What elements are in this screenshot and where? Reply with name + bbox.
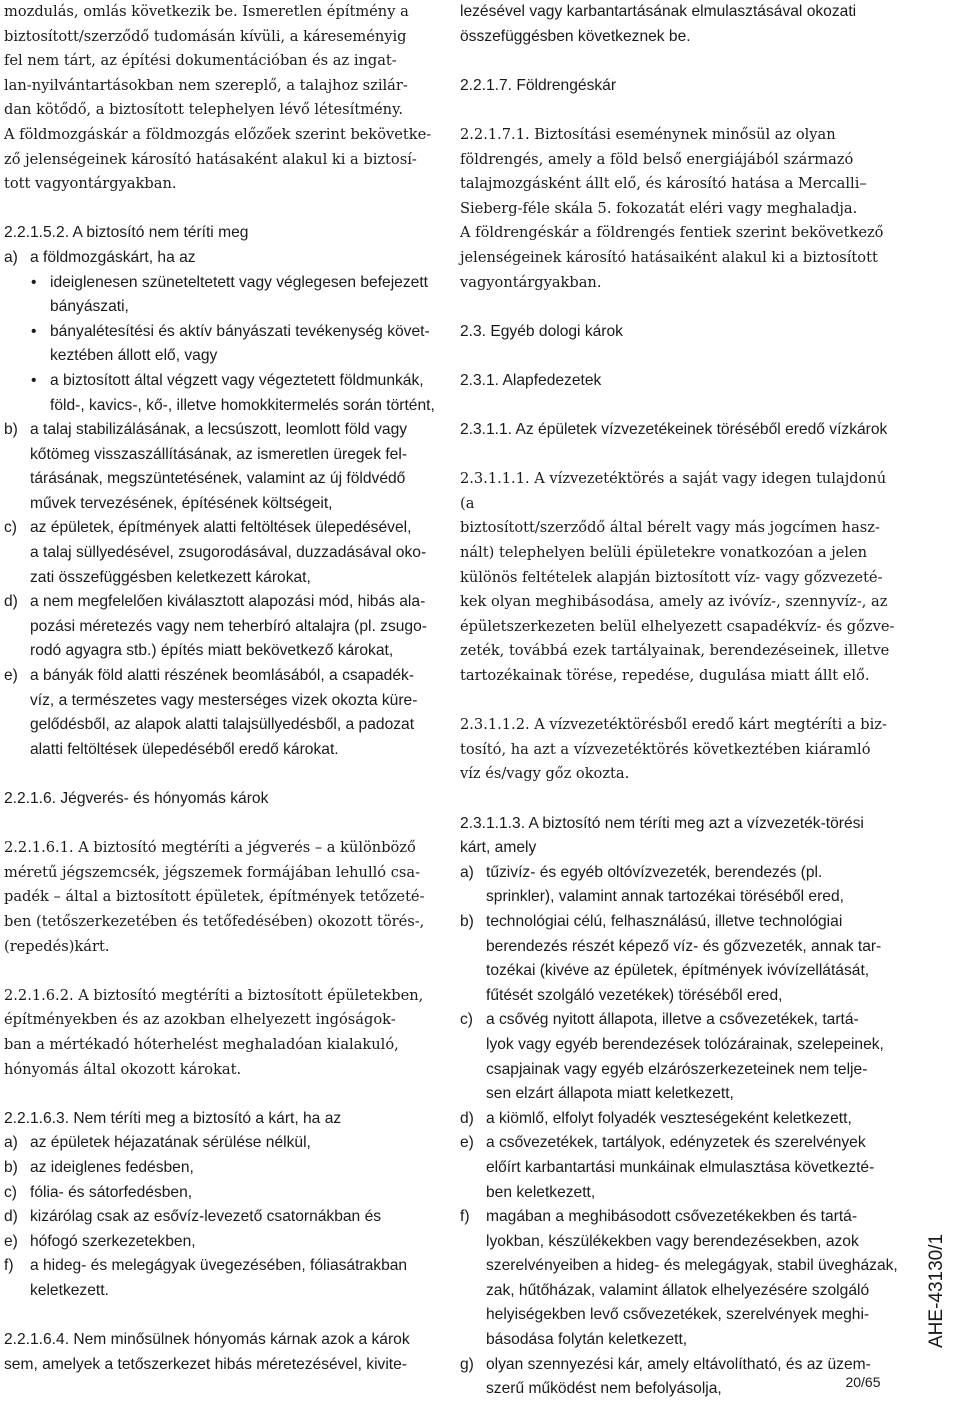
- ice-exclusion-item: b) az ideiglenes fedésben,: [4, 1158, 194, 1176]
- ice-paragraph-4: 2.2.1.6.4. Nem minősülnek hónyomás kárnak azok a károk sem, amelyek a tetőszerkezet hibás méretezésével, kivite-: [4, 1331, 410, 1373]
- exclusion-item-d: d) a nem megfelelően kiválasztott alapozási mód, hibás ala- pozási méretezés vagy nem teherbíró altalajra (pl. zsugo- rodó agyagra stb.) építés miatt bekövetkező károkat,: [4, 593, 427, 660]
- water-paragraph-2: 2.3.1.1.2. A vízvezetéktörésből eredő kárt megtéríti a biz- tosító, ha azt a vízvezetéktörés következtében kiáramló víz és/vagy gőz okozta.: [460, 716, 887, 783]
- exclusion-item-b: b) a talaj stabilizálásának, a lecsúszott, leomlott föld vagy kőtömeg visszaszállításának, az ismeretlen üregek fel- tárásának, megszüntetésének, valamint az új földvédő művek tervezésének, építésének költségeit,: [4, 421, 408, 512]
- document-code: AHE-43130/1: [926, 1233, 947, 1348]
- ice-exclusion-item: c) fólia- és sátorfedésben,: [4, 1183, 193, 1201]
- exclusion-heading: 2.2.1.5.2. A biztosító nem téríti meg: [4, 224, 249, 242]
- water-damage-heading: 2.3.1.1. Az épületek vízvezetékeinek töréséből eredő vízkárok: [460, 421, 888, 439]
- water-exclusion-item-f: f) magában a meghibásodott csővezetékekben és tartá- lyokban, készülékekben vagy berendezésekben, azok szerelvényeiben a hideg- és melegágyak, stabil üvegházak, zak, hűtőházak, valamint állatok elhelyezésére szolgáló helyiségekben levő csővezetékek, szerelvények meghi- básodása folytán keletkezett,: [460, 1208, 898, 1349]
- other-damage-heading: 2.3. Egyéb dologi károk: [460, 322, 623, 340]
- exclusion-item-c: c) az épületek, építmények alatti feltöltések ülepedésével, a talaj süllyedésével, zsugorodásával, duzzadásával oko- zati összefüggésben keletkezett károkat,: [4, 519, 427, 586]
- bullet-item: • bányalétesítési és aktív bányászati tevékenység követ- keztében állott elő, vagy: [4, 320, 436, 369]
- basic-coverage-heading: 2.3.1. Alapfedezetek: [460, 371, 602, 389]
- ice-exclusion-item: a) az épületek héjazatának sérülése nélkül,: [4, 1134, 311, 1152]
- water-exclusion-item-d: d) a kiömlő, elfolyt folyadék veszteségeként keletkezett,: [460, 1109, 852, 1127]
- earthquake-heading: 2.2.1.7. Földrengéskár: [460, 76, 617, 94]
- page-number: 20/65: [845, 1374, 881, 1390]
- water-exclusion-heading: 2.3.1.1.3. A biztosító nem téríti meg azt a vízvezeték-törési kárt, amely: [460, 814, 864, 857]
- bullet-item: • a biztosított által végzett vagy végeztetett földmunkák, föld-, kavics-, kő-, illetve homokkitermelés során történt,: [4, 369, 436, 418]
- ice-paragraph-1: 2.2.1.6.1. A biztosító megtéríti a jégverés – a különböző méretű jégszemcsék, jégszemek formájában lehulló csa- padék – által a biztosított épületek, építmények tetőzeté- ben (tetőszerkezetében és tetőfedésében) okozott törés-, (repedés)kárt.: [4, 839, 425, 955]
- ice-section-heading: 2.2.1.6. Jégverés- és hónyomás károk: [4, 790, 269, 807]
- ice-exclusion-heading: 2.2.1.6.3. Nem téríti meg a biztosító a kárt, ha az: [4, 1109, 342, 1127]
- earthquake-paragraph: 2.2.1.7.1. Biztosítási eseménynek minősül az olyan földrengés, amely a föld belső energiájából származó talajmozgásként állt elő, és károsító hatása a Mercalli– Sieberg-féle skála 5. fokozatát eléri vagy meghaladja. A földrengéskár a földrengés fentiek szerint bekövetkező jelenségeinek károsító hatásaiként alakul ki a biztosított vagyontárgyakban.: [460, 125, 884, 291]
- ice-exclusion-item: f) a hideg- és melegágyak üvegezésében, fóliasátrakban keletkezett.: [4, 1257, 408, 1299]
- exclusion-item-a: a) a földmozgáskárt, ha az: [4, 248, 196, 266]
- ice-exclusion-item: e) hófogó szerkezetekben,: [4, 1232, 196, 1250]
- landslide-paragraph: A földmozgáskár a földmozgás előzőek szerint bekövetke- ző jelenségeinek károsító hatásaként alakul ki a biztosí- tott vagyontárgyakban.: [4, 125, 432, 193]
- ice-exclusion-item: d) kizárólag csak az esővíz-levezető csatornákban és: [4, 1208, 382, 1226]
- right-column: [460, 0, 898, 1402]
- bullet-icon: •: [31, 322, 37, 340]
- water-exclusion-item-e: e) a csővezetékek, tartályok, edényzetek és szerelvények előírt karbantartási munkáinak elmulasztása következté- ben keletkezett,: [460, 1134, 875, 1201]
- bullet-icon: •: [31, 273, 37, 291]
- water-paragraph-1: 2.3.1.1.1. A vízvezetéktörés a saját vagy idegen tulajdonú (a biztosított/szerződő által bérelt vagy más jogcímen hasz- nált) telephelyen belüli épületekre vonatkozóan a jelen különös feltételek alapján biztosított víz- vagy gőzvezeté- kek olyan meghibásodása, amely az ivóvíz-, szennyvíz-, az épületszerkezeten belül elhelyezett csapadékvíz- és gőzve- zeték, továbbá ezek tartályainak, berendezéseinek, illetve tartozékainak törése, repedése, dugulása miatt állt elő.: [460, 470, 895, 685]
- water-exclusion-item-b: b) technológiai célú, felhasználású, illetve technológiai berendezés részét képező víz- és gőzvezeték, annak tar- tozékai (kivéve az épületek, építmények ivóvízellátását, fűtését szolgáló vezetékek) töréséből ered,: [460, 912, 882, 1004]
- water-exclusion-item-g: g) olyan szennyezési kár, amely eltávolítható, és az üzem- szerű működést nem befolyásolja,: [460, 1355, 871, 1398]
- left-column: [4, 0, 436, 1377]
- water-exclusion-item-c: c) a csővég nyitott állapota, illetve a csővezetékek, tartá- lyok vagy egyéb berendezések tolózárainak, szelepeinek, csapjainak vagy egyéb elzárószerkezeteinek nem telje- sen elzárt állapota miatt keletkezett,: [460, 1011, 884, 1103]
- intro-paragraph: mozdulás, omlás következik be. Ismeretlen építmény a biztosított/szerződő tudomásán kívüli, a káreseményig fel nem tárt, az építési dokumentációban és az ingat- lan-nyilvántartásokban nem szereplő, a talajhoz szilár- dan kötődő, a biztosított telephelyen lévő létesítmény.: [4, 3, 409, 119]
- bullet-item: • ideiglenesen szüneteltetett vagy véglegesen befejezett bányászati,: [4, 271, 436, 320]
- water-exclusion-item-a: a) tűzivíz- és egyéb oltóvízvezeték, berendezés (pl. sprinkler), valamint annak tartozékai töréséből ered,: [460, 863, 844, 906]
- exclusion-item-e: e) a bányák föld alatti részének beomlásából, a csapadék- víz, a természetes vagy mesterséges vizek okozta küre- gelődésből, az alapok alatti talajsüllyedésből, a padozat alatti feltöltések ülepedéséből eredő károkat.: [4, 667, 418, 758]
- bullet-icon: •: [31, 371, 37, 389]
- ice-paragraph-2: 2.2.1.6.2. A biztosító megtéríti a biztosított épületekben, építményekben és az azokban elhelyezett ingóságok- ban a mértékadó hóterhelést meghaladóan kialakuló, hónyomás által okozott károkat.: [4, 986, 424, 1078]
- continuation-paragraph: lezésével vagy karbantartásának elmulasztásával okozati összefüggésben következnek be.: [460, 3, 857, 45]
